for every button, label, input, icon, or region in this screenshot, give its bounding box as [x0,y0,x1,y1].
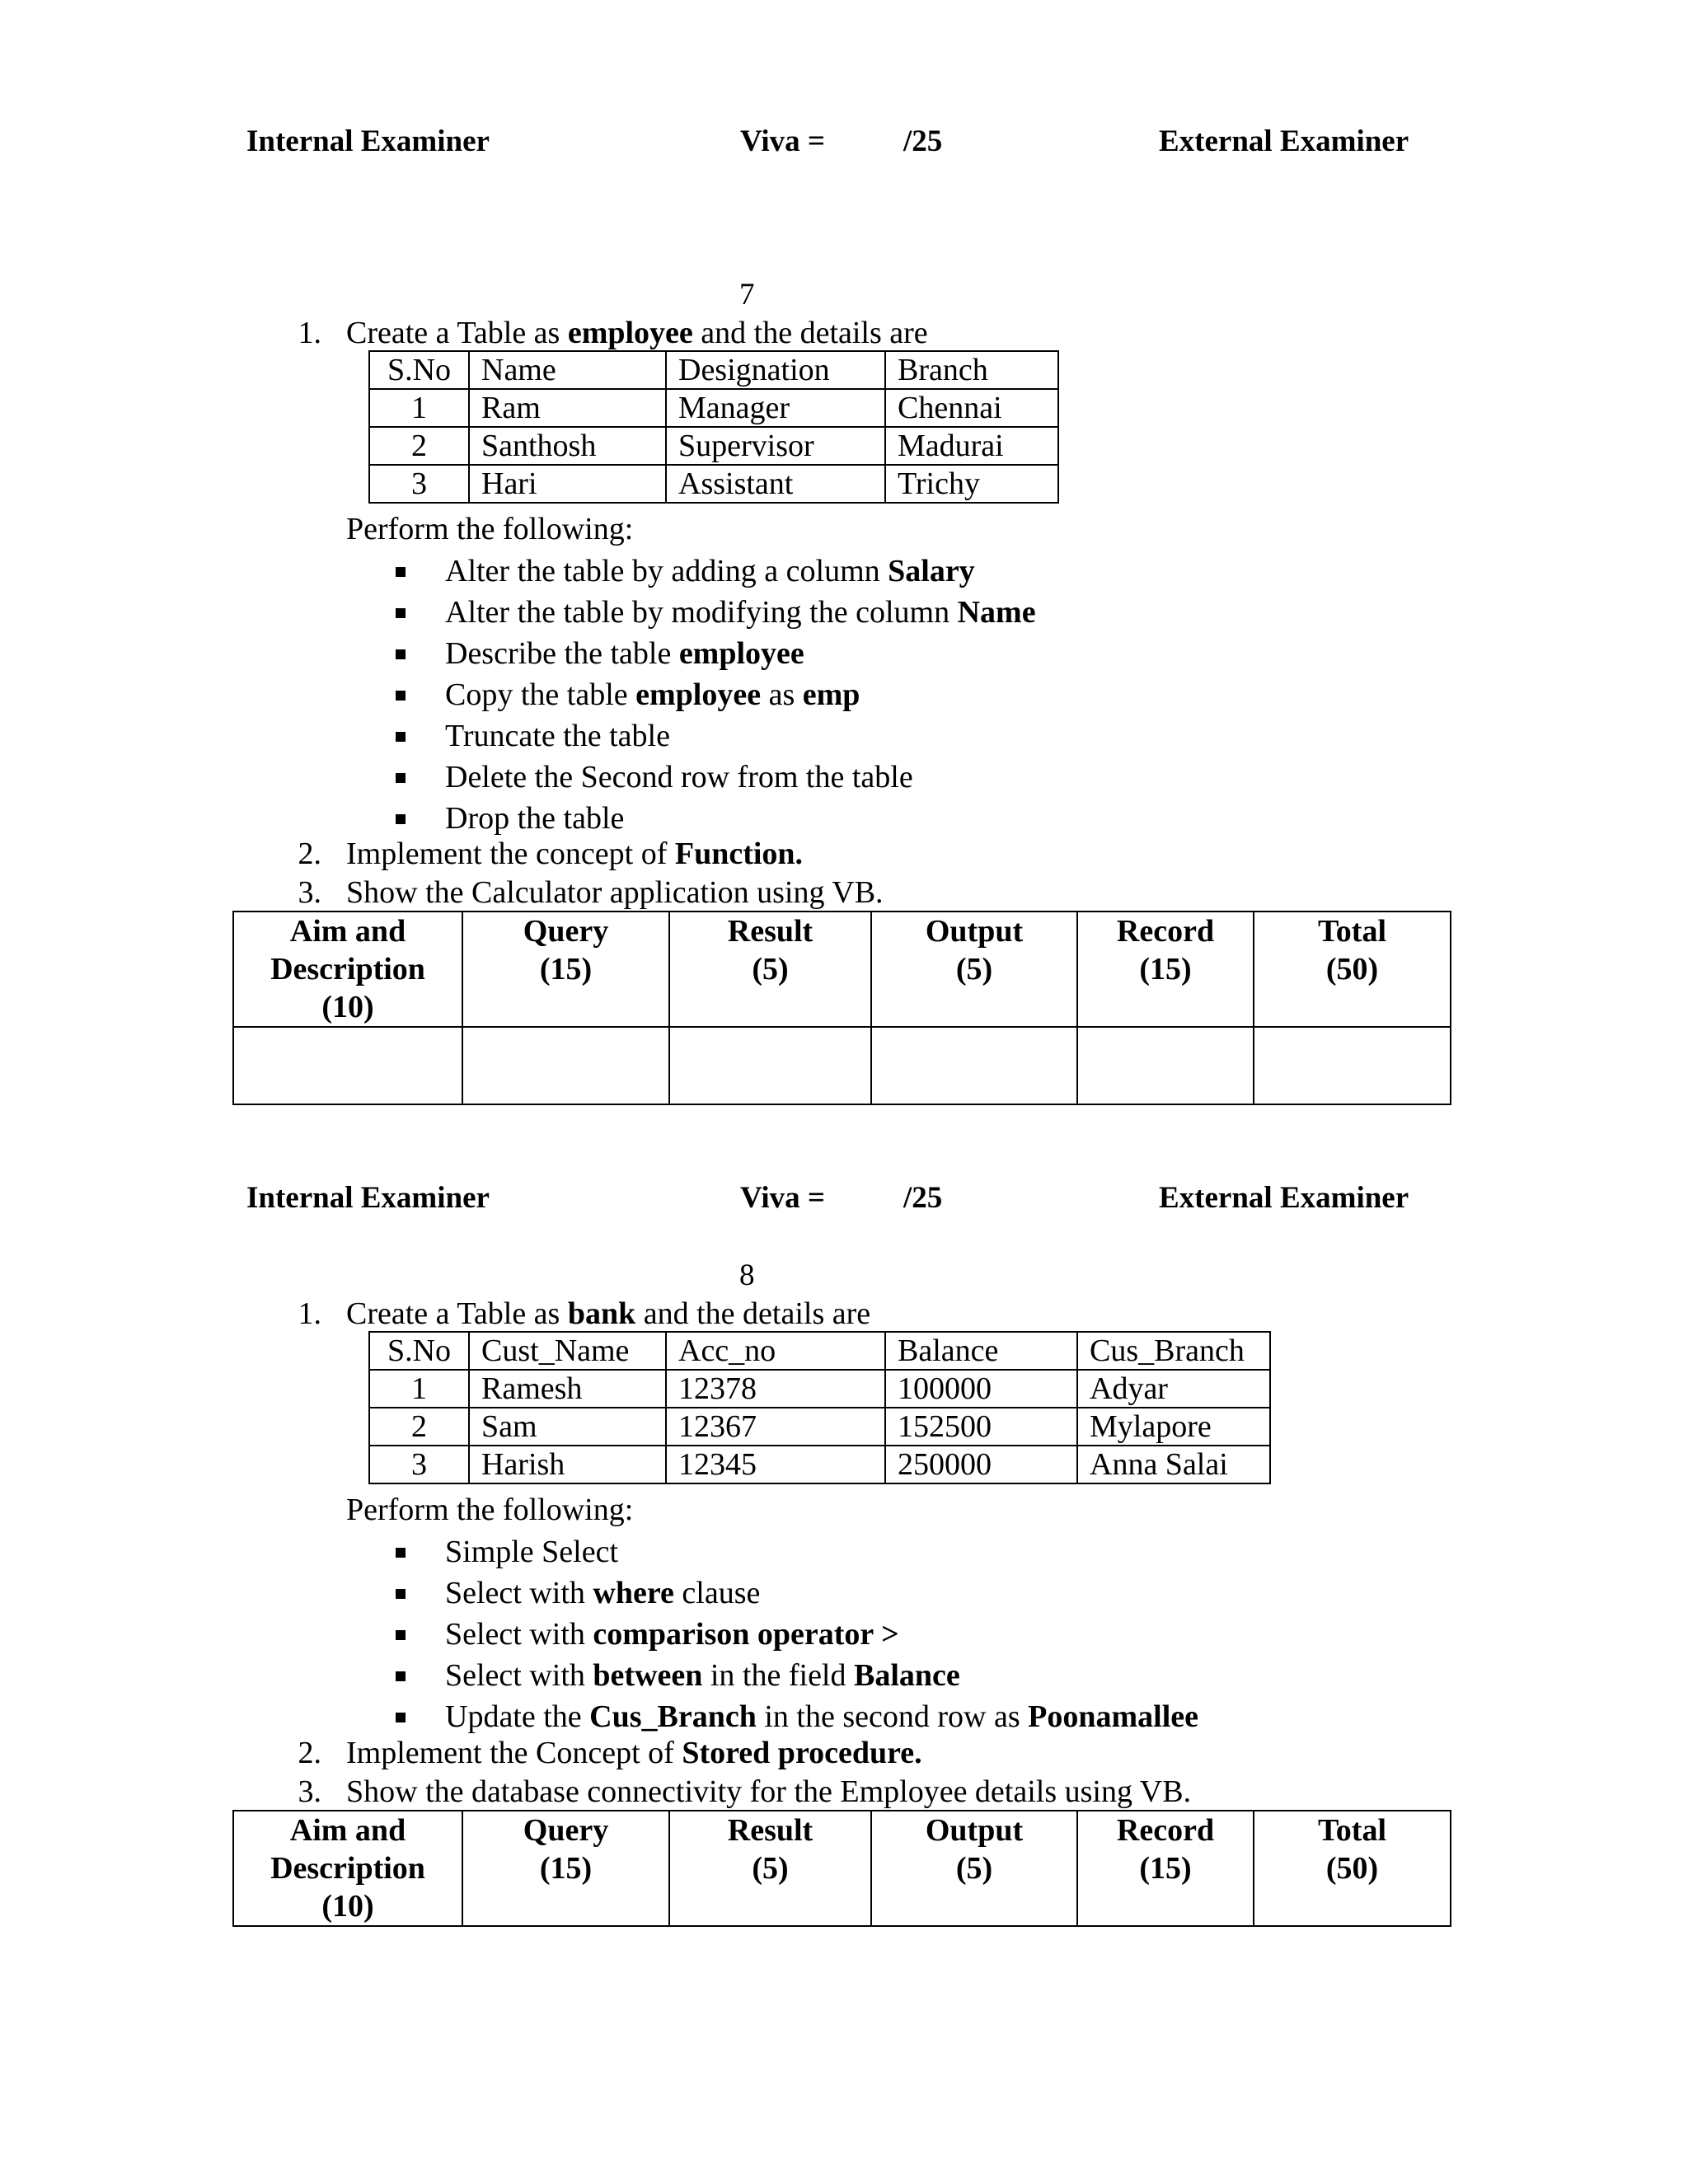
question-text: and the details are [692,316,928,350]
perform-label: Perform the following: [346,1493,634,1527]
square-bullet-icon [396,1548,406,1558]
table-header-cell: Acc_no [666,1332,885,1370]
square-bullet-icon [396,649,406,659]
table-header-cell: Name [469,351,666,389]
table-row [369,389,1058,427]
table-header-cell: S.No [369,351,469,389]
table-cell: Harish [469,1446,666,1483]
question-2 [272,1735,922,1771]
marks-entry-row [233,1027,1451,1104]
table-name: employee [567,316,693,350]
square-bullet-icon [396,732,406,742]
question-3 [272,1774,1191,1810]
table-cell: Mylapore [1077,1408,1270,1446]
list-item: Update the Cus_Branch in the second row as Poonamallee [396,1696,1198,1737]
table-cell: 2 [369,427,469,465]
table-cell: 12367 [666,1408,885,1446]
perform-label: Perform the following: [346,512,634,546]
table-cell: Hari [469,465,666,503]
table-cell: Madurai [885,427,1058,465]
square-bullet-icon [396,814,406,824]
table-header-cell: Cust_Name [469,1332,666,1370]
list-item: Copy the table employee as emp [396,674,1036,715]
page-number: 8 [739,1258,755,1292]
marks-header-record: Record (15) [1077,1811,1254,1926]
square-bullet-icon [396,1630,406,1640]
marks-header-record: Record (15) [1077,912,1254,1027]
marks-entry-cell [1254,1027,1451,1104]
marks-header-aim: Aim and Description (10) [233,912,462,1027]
square-bullet-icon [396,1713,406,1722]
table-cell: Santhosh [469,427,666,465]
viva-max: /25 [903,124,943,158]
table-cell: Trichy [885,465,1058,503]
table-header-row [369,1332,1270,1370]
list-item: Alter the table by modifying the column Name [396,592,1036,633]
table-cell: 2 [369,1408,469,1446]
question-number: 1. [298,1296,321,1331]
marks-header-row [233,1811,1451,1926]
viva-max: /25 [903,1181,943,1215]
table-cell: 1 [369,389,469,427]
marks-entry-cell [871,1027,1077,1104]
question-text: Create a Table as [346,316,568,350]
internal-examiner-label: Internal Examiner [246,124,490,158]
square-bullet-icon [396,1671,406,1681]
table-cell: Sam [469,1408,666,1446]
table-cell: Supervisor [666,427,885,465]
marks-table [232,1810,1451,1927]
table-cell: Assistant [666,465,885,503]
marks-header-query: Query (15) [462,912,669,1027]
marks-header-output: Output (5) [871,912,1077,1027]
table-header-row [369,351,1058,389]
question-text: and the details are [635,1296,871,1331]
question-text: Implement the concept of [346,837,675,871]
question-1 [272,1296,870,1332]
list-item: Delete the Second row from the table [396,757,1036,798]
employee-table [368,350,1059,504]
table-header-cell: Designation [666,351,885,389]
list-item: Drop the table [396,798,1036,839]
table-cell: 100000 [885,1370,1077,1408]
marks-entry-cell [233,1027,462,1104]
table-cell: 12378 [666,1370,885,1408]
marks-header-result: Result (5) [669,1811,871,1926]
viva-label: Viva = [740,1181,825,1215]
square-bullet-icon [396,608,406,618]
table-header-cell: S.No [369,1332,469,1370]
marks-entry-cell [462,1027,669,1104]
marks-header-query: Query (15) [462,1811,669,1926]
question-number: 2. [298,837,321,871]
question-text: Show the Calculator application using VB. [346,875,884,910]
square-bullet-icon [396,773,406,783]
question-1 [272,315,928,351]
question-text: Implement the Concept of [346,1736,682,1770]
list-item: Describe the table employee [396,633,1036,674]
table-header-cell: Balance [885,1332,1077,1370]
table-cell: 152500 [885,1408,1077,1446]
bank-table [368,1331,1271,1484]
marks-header-total: Total (50) [1254,912,1451,1027]
list-item: Select with where clause [396,1572,1198,1614]
task-list [396,551,1036,839]
question-keyword: Stored procedure. [682,1736,922,1770]
question-2 [272,836,803,872]
table-row [369,1446,1270,1483]
table-cell: Anna Salai [1077,1446,1270,1483]
list-item: Select with comparison operator > [396,1614,1198,1655]
marks-entry-cell [669,1027,871,1104]
list-item: Alter the table by adding a column Salary [396,551,1036,592]
list-item: Simple Select [396,1531,1198,1572]
table-row [369,465,1058,503]
marks-table [232,911,1451,1105]
square-bullet-icon [396,567,406,577]
table-row [369,1370,1270,1408]
question-3 [272,874,884,911]
table-cell: Ram [469,389,666,427]
square-bullet-icon [396,1589,406,1599]
marks-header-result: Result (5) [669,912,871,1027]
question-text: Show the database connectivity for the Employee details using VB. [346,1774,1192,1809]
marks-header-aim: Aim and Description (10) [233,1811,462,1926]
viva-label: Viva = [740,124,825,158]
table-cell: Manager [666,389,885,427]
marks-header-row [233,912,1451,1027]
list-item: Truncate the table [396,715,1036,757]
external-examiner-label: External Examiner [1159,1181,1409,1215]
square-bullet-icon [396,691,406,701]
table-cell: Adyar [1077,1370,1270,1408]
table-row [369,427,1058,465]
task-list [396,1531,1198,1737]
internal-examiner-label: Internal Examiner [246,1181,490,1215]
table-cell: 3 [369,465,469,503]
list-item: Select with between in the field Balance [396,1655,1198,1696]
question-text: Create a Table as [346,1296,568,1331]
table-cell: 3 [369,1446,469,1483]
table-cell: 1 [369,1370,469,1408]
question-keyword: Function. [674,837,804,871]
table-cell: 250000 [885,1446,1077,1483]
external-examiner-label: External Examiner [1159,124,1409,158]
question-number: 3. [298,1774,321,1809]
page-number: 7 [739,278,755,312]
table-header-cell: Cus_Branch [1077,1332,1270,1370]
table-row [369,1408,1270,1446]
table-name: bank [567,1296,636,1331]
question-number: 3. [298,875,321,910]
table-cell: 12345 [666,1446,885,1483]
table-cell: Chennai [885,389,1058,427]
marks-header-output: Output (5) [871,1811,1077,1926]
marks-header-total: Total (50) [1254,1811,1451,1926]
table-cell: Ramesh [469,1370,666,1408]
table-header-cell: Branch [885,351,1058,389]
marks-entry-cell [1077,1027,1254,1104]
question-number: 2. [298,1736,321,1770]
question-number: 1. [298,316,321,350]
